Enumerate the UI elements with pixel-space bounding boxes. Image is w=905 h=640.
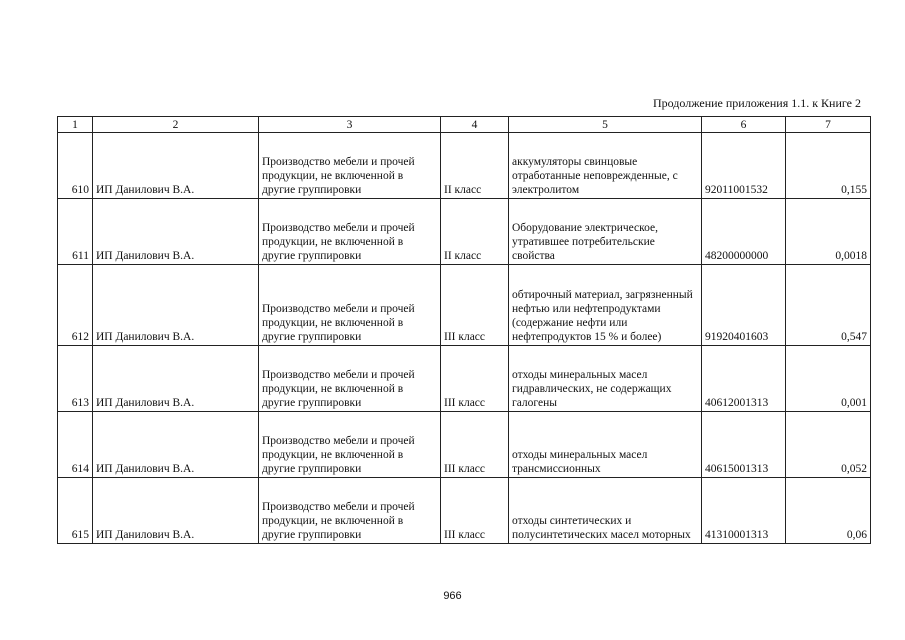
- hazard-class: III класс: [441, 265, 509, 346]
- column-header-6: 6: [702, 117, 786, 133]
- organization-name: ИП Данилович В.А.: [93, 412, 259, 478]
- table-caption: Продолжение приложения 1.1. к Книге 2: [652, 96, 861, 110]
- table-row: [58, 133, 871, 199]
- waste-code: 91920401603: [702, 265, 786, 346]
- table-row: [58, 478, 871, 544]
- row-number: 612: [58, 265, 93, 346]
- row-number: 611: [58, 199, 93, 265]
- row-number: 614: [58, 412, 93, 478]
- waste-amount: 0,155: [786, 133, 871, 199]
- waste-table: [57, 116, 871, 544]
- activity-type: Производство мебели и прочей продукции, не включенной в другие группировки: [259, 265, 441, 346]
- waste-name: отходы минеральных масел трансмиссионных: [509, 412, 702, 478]
- table-row: [58, 412, 871, 478]
- waste-name: аккумуляторы свинцовые отработанные неповрежденные, с электролитом: [509, 133, 702, 199]
- page-number: 966: [443, 590, 462, 602]
- activity-type: Производство мебели и прочей продукции, не включенной в другие группировки: [259, 478, 441, 544]
- table-row: [58, 265, 871, 346]
- waste-code: 48200000000: [702, 199, 786, 265]
- organization-name: ИП Данилович В.А.: [93, 478, 259, 544]
- activity-type: Производство мебели и прочей продукции, не включенной в другие группировки: [259, 133, 441, 199]
- waste-amount: 0,001: [786, 346, 871, 412]
- hazard-class: II класс: [441, 133, 509, 199]
- waste-name: Оборудование электрическое, утратившее потребительские свойства: [509, 199, 702, 265]
- organization-name: ИП Данилович В.А.: [93, 199, 259, 265]
- activity-type: Производство мебели и прочей продукции, не включенной в другие группировки: [259, 199, 441, 265]
- waste-code: 92011001532: [702, 133, 786, 199]
- row-number: 610: [58, 133, 93, 199]
- header-row: [58, 117, 871, 133]
- column-header-2: 2: [93, 117, 259, 133]
- column-header-4: 4: [441, 117, 509, 133]
- waste-name: обтирочный материал, загрязненный нефтью или нефтепродуктами (содержание нефти или нефтепродуктов 15 % и более): [509, 265, 702, 346]
- activity-type: Производство мебели и прочей продукции, не включенной в другие группировки: [259, 346, 441, 412]
- column-header-3: 3: [259, 117, 441, 133]
- hazard-class: III класс: [441, 478, 509, 544]
- table-row: [58, 346, 871, 412]
- waste-amount: 0,06: [786, 478, 871, 544]
- hazard-class: III класс: [441, 346, 509, 412]
- organization-name: ИП Данилович В.А.: [93, 346, 259, 412]
- waste-amount: 0,052: [786, 412, 871, 478]
- waste-amount: 0,547: [786, 265, 871, 346]
- row-number: 613: [58, 346, 93, 412]
- waste-name: отходы минеральных масел гидравлических, не содержащих галогены: [509, 346, 702, 412]
- organization-name: ИП Данилович В.А.: [93, 265, 259, 346]
- waste-code: 40615001313: [702, 412, 786, 478]
- waste-code: 41310001313: [702, 478, 786, 544]
- organization-name: ИП Данилович В.А.: [93, 133, 259, 199]
- waste-name: отходы синтетических и полусинтетических масел моторных: [509, 478, 702, 544]
- row-number: 615: [58, 478, 93, 544]
- table-row: [58, 199, 871, 265]
- column-header-7: 7: [786, 117, 871, 133]
- hazard-class: III класс: [441, 412, 509, 478]
- column-header-1: 1: [58, 117, 93, 133]
- column-header-5: 5: [509, 117, 702, 133]
- waste-amount: 0,0018: [786, 199, 871, 265]
- waste-code: 40612001313: [702, 346, 786, 412]
- hazard-class: II класс: [441, 199, 509, 265]
- activity-type: Производство мебели и прочей продукции, не включенной в другие группировки: [259, 412, 441, 478]
